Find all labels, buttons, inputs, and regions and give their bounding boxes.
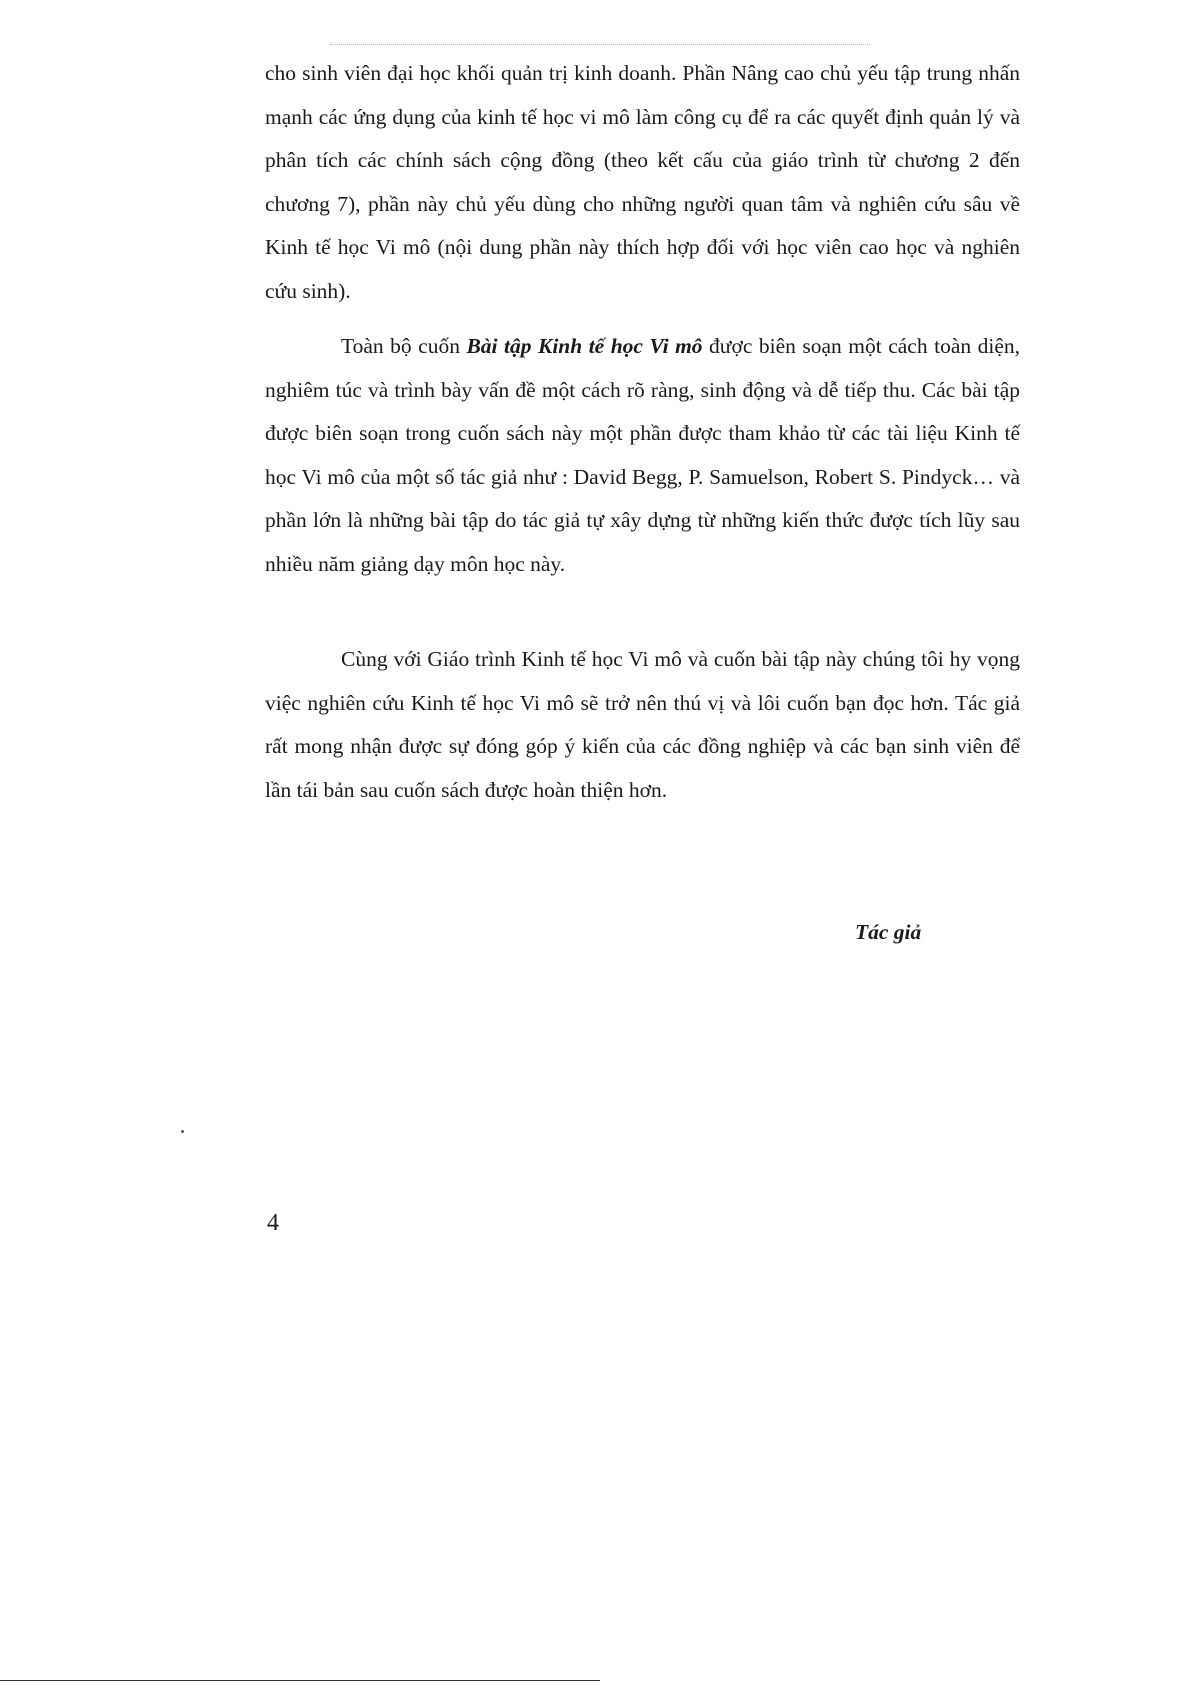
scan-artifact-dots [330, 44, 870, 47]
paragraph-2-body: được biên soạn một cách toàn diện, nghiêm túc và trình bày vấn đề một cách rõ ràng, sinh động và dễ tiếp thu. Các bài tập được biên soạn trong cuốn sách này một phần được tham khảo từ các tài liệu Kinh tế học Vi mô của một số tác giả như : David Begg, P. Samuelson, Robert S. Pindyck… và phần lớn là những bài tập do tác giả tự xây dựng từ những kiến thức được tích lũy sau nhiều năm giảng dạy môn học này. [265, 334, 1020, 576]
page-number: 4 [267, 1210, 279, 1236]
paragraph-2-lead: Toàn bộ cuốn [341, 334, 467, 358]
paragraph-3: Cùng với Giáo trình Kinh tế học Vi mô và cuốn bài tập này chúng tôi hy vọng việc nghiên cứu Kinh tế học Vi mô sẽ trở nên thú vị và lôi cuốn bạn đọc hơn. Tác giả rất mong nhận được sự đóng góp ý kiến của các đồng nghiệp và các bạn sinh viên để lần tái bản sau cuốn sách được hoàn thiện hơn. [265, 647, 1020, 802]
paragraph-2 [265, 325, 1020, 587]
paragraph-1: cho sinh viên đại học khối quản trị kinh doanh. Phần Nâng cao chủ yếu tập trung nhấn mạnh các ứng dụng của kinh tế học vi mô làm công cụ để ra các quyết định quản lý và phân tích các chính sách cộng đồng (theo kết cấu của giáo trình từ chương 2 đến chương 7), phần này chủ yếu dùng cho những người quan tâm và nghiên cứu sâu về Kinh tế học Vi mô (nội dung phần này thích hợp đối với học viên cao học và nghiên cứu sinh). [265, 61, 1020, 303]
book-title: Bài tập Kinh tế học Vi mô [466, 334, 703, 358]
page-bottom-rule [0, 1680, 600, 1681]
author-signature: Tác giả [855, 920, 922, 944]
scan-speck [181, 1130, 184, 1133]
